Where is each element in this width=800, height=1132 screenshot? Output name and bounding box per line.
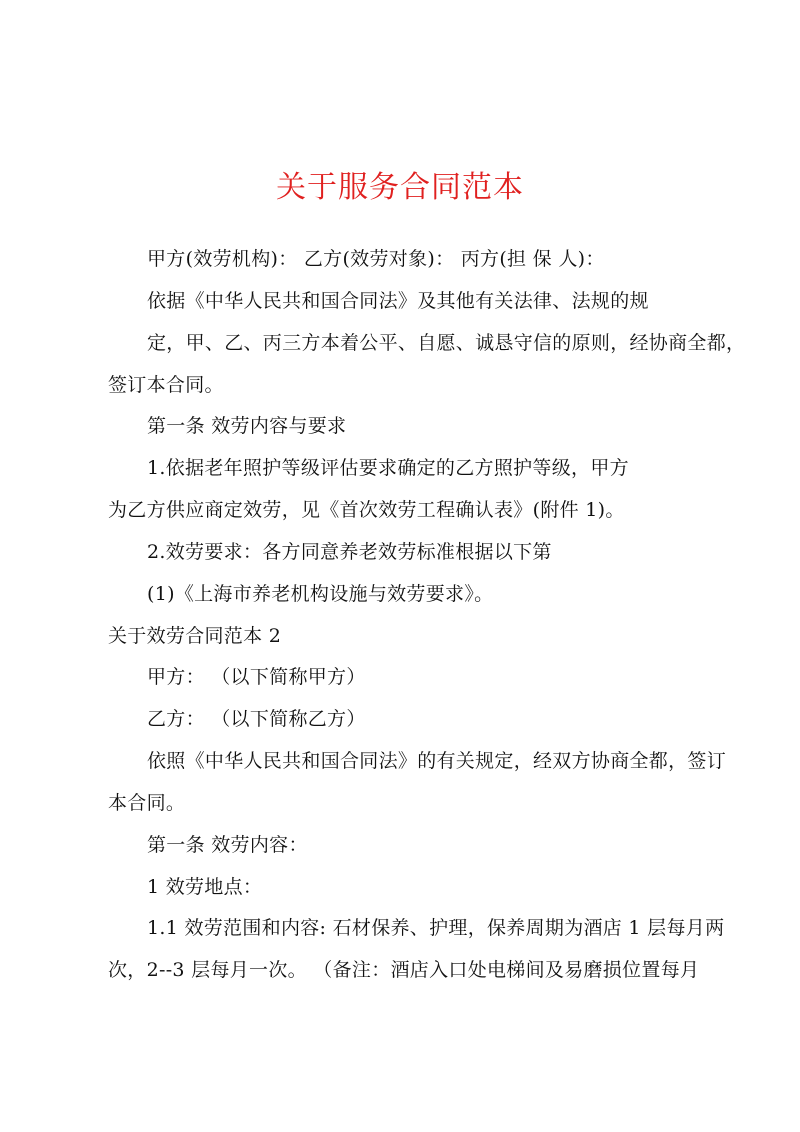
party-line: 甲方(效劳机构)： 乙方(效劳对象)： 丙方(担 保 人)： [147, 248, 605, 270]
subtitle-line: 关于效劳合同范本 2 [108, 625, 282, 647]
paragraph-line: 2.效劳要求：各方同意养老效劳标准根据以下第 [147, 541, 552, 563]
paragraph-line: (1)《上海市养老机构设施与效劳要求》。 [147, 583, 494, 605]
paragraph-line: 1.1 效劳范围和内容: 石材保养、护理，保养周期为酒店 1 层每月两 [147, 917, 725, 939]
paragraph-line: 1.依据老年照护等级评估要求确定的乙方照护等级，甲方 [147, 457, 629, 479]
paragraph-line: 定，甲、乙、丙三方本着公平、自愿、诚恳守信的原则，经协商全都， [147, 332, 746, 354]
paragraph-line: 依照《中华人民共和国合同法》的有关规定，经双方协商全都，签订 [147, 750, 727, 772]
document-title: 关于服务合同范本 [276, 170, 524, 205]
paragraph-line: 次，2--3 层每月一次。 （备注：酒店入口处电梯间及易磨损位置每月 [108, 959, 700, 981]
section-heading: 第一条 效劳内容与要求 [147, 415, 347, 437]
paragraph-line: 签订本合同。 [108, 374, 224, 396]
party-line: 乙方： （以下简称乙方） [147, 708, 366, 730]
paragraph-line: 本合同。 [108, 792, 186, 814]
paragraph-line: 依据《中华人民共和国合同法》及其他有关法律、法规的规 [147, 290, 649, 312]
paragraph-line: 1 效劳地点： [147, 876, 263, 898]
party-line: 甲方： （以下简称甲方） [147, 666, 366, 688]
section-heading: 第一条 效劳内容： [147, 834, 308, 856]
paragraph-line: 为乙方供应商定效劳，见《首次效劳工程确认表》(附件 1)。 [108, 499, 625, 521]
